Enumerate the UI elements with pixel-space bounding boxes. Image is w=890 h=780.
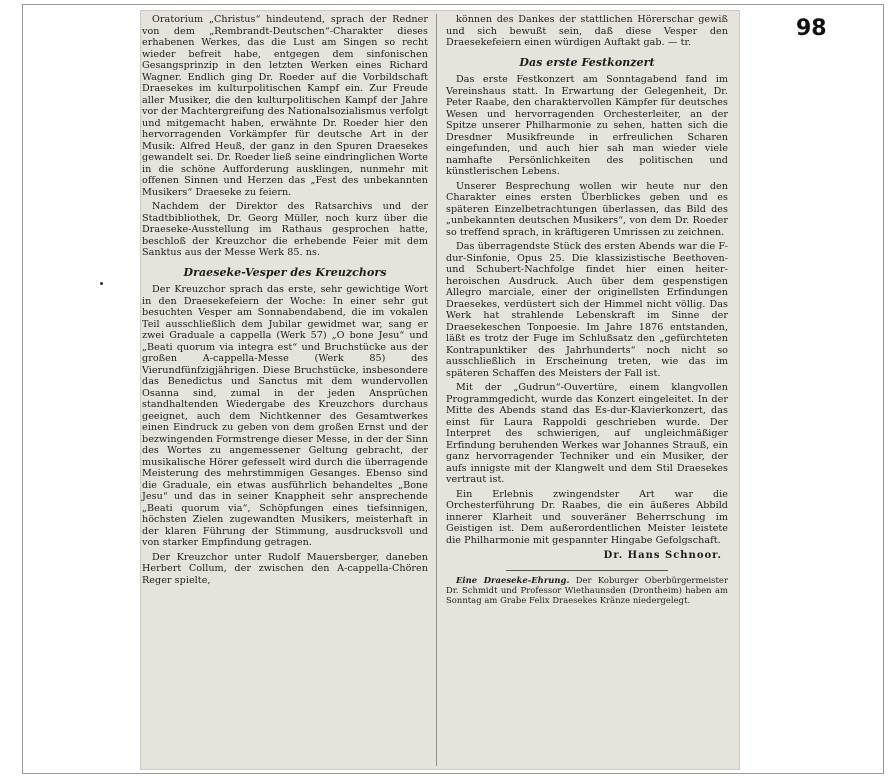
author-initials: — tr. [667, 37, 692, 48]
article-paragraph: Ein Erlebnis zwingendster Art war die Orchesterführung Dr. Raabes, die ein äußeres Abbild innerer Klarheit und souveräner Beherrschung im Geistigen ist. Dem außerordentlichen Meister leistete die Philharmonie mit gespannter Hingabe Gefolgschaft. [446, 488, 728, 546]
separator-rule [506, 570, 668, 571]
article-paragraph: Unserer Besprechung wollen wir heute nur den Charakter eines ersten Überblickes geben und es späteren Einzelbetrachtungen überlassen, das Bild des „unbekannten deutschen Musikers“, von dem Dr. Roeder so treffend sprach, in kräftigeren Umrissen zu zeichnen. [446, 180, 728, 238]
article-paragraph: Der Kreuzchor sprach das erste, sehr gewichtige Wort in den Draesekefeiern der Woche: In einer sehr gut besuchten Vesper am Sonnabendabend, die im vokalen Teil ausschließlich dem Jubilar gewidmet war, sang er zwei Graduale a cappella (Werk 57) „O bone Jesu“ und „Beati quorum via integra est“ und Bruchstücke aus der großen A-cappella-Messe (Werk 85) des Vierundfünfzigjährigen. Diese Bruchstücke, insbesondere das Benedictus und Sanctus mit dem wundervollen Osanna sind, zumal in der jeden Ansprüchen standhaltenden Wiedergabe des Kreuzchors durchaus geeignet, auch dem Nichtkenner des Gesamtwerkes einen Eindruck zu geben von dem großen Ernst und der bezwingenden Formstrenge dieser Messe, in der der Sinn des Wortes zu angemessener Geltung gebracht, der musikalische Hörer gefesselt wird durch die überragende Meisterung des mehrstimmigen Gesanges. Ebenso sind die Graduale, ein etwas ausführlich behandeltes „Bone Jesu“ und das in seiner Knappheit sehr ansprechende „Beati quorum via“, Schöpfungen eines tiefsinnigen, höchsten Zielen zugewandten Musikers, meisterhaft in der klaren Führung der Stimmung, ausdrucksvoll und von starker Empfindung getragen. [142, 284, 428, 548]
article-paragraph: Das erste Festkonzert am Sonntagabend fand im Vereinshaus statt. In Erwartung der Gelegenheit, Dr. Peter Raabe, den charaktervollen Kämpfer für deutsches Wesen und hervorragenden Orchesterleiter, an der Spitze unserer Philharmonie zu sehen, hatten sich die Dresdner Musikfreunde in erfreulichen Scharen eingefunden, und auch hier sah man wieder viele namhafte Persönlichkeiten des politischen und künstlerischen Lebens. [446, 74, 728, 177]
newspaper-clipping [140, 10, 740, 770]
article-paragraph: Der Kreuzchor unter Rudolf Mauersberger, daneben Herbert Collum, der zwischen den A-cappella-Chören Reger spielte, [142, 551, 428, 586]
section-heading-vesper: Draeseke-Vesper des Kreuzchors [183, 265, 387, 279]
article-paragraph [142, 201, 428, 259]
article-paragraph: Das überragendste Stück des ersten Abends war die F-dur-Sinfonie, Opus 25. Die klassizistische Beethoven- und Schubert-Nachfolge findet hier einen heiter-heroischen Ausdruck. Auch über dem gespenstigen Allegro marciale, einer der originellsten Erfindungen Draesekes, verdüstert sich der Himmel nicht völlig. Das Werk hat strahlende Lebenskraft im Sinne der Draesekeschen Tonpoesie. Im Jahre 1876 entstanden, läßt es trotz der Fuge im Schlußsatz den „gefürchteten Kontrapunktiker des Jahrhunderts“ noch nicht so ausschließlich in Erscheinung treten, wie das im späteren Schaffen des Meisters der Fall ist. [446, 241, 728, 379]
news-brief [446, 575, 728, 605]
column-divider [436, 14, 437, 766]
author-initials: ns. [305, 247, 321, 258]
scan-speck [100, 282, 103, 285]
section-heading-festkonzert: Das erste Festkonzert [519, 55, 655, 69]
article-paragraph-text: können des Dankes der stattlichen Hörerschar gewiß und sich bewußt sein, daß diese Vesper den Draesekefeiern einen würdigen Auftakt gab. [446, 14, 728, 48]
author-signature: Dr. Hans Schnoor. [603, 550, 722, 561]
article-paragraph-text: Nachdem der Direktor des Ratsarchivs und der Stadtbibliothek, Dr. Georg Müller, noch kurz über die Draeseke-Ausstellung im Rathaus gesprochen hatte, beschloß der Kreuzchor die erhebende Feier mit dem Sanktus aus der Messe Werk 85. [142, 201, 428, 258]
left-column [142, 14, 428, 589]
article-paragraph: Oratorium „Christus“ hindeutend, sprach der Redner von dem „Rembrandt-Deutschen“-Charakter dieses erhabenen Werkes, das die Lust am Singen so recht wieder befreit habe, entgegen dem sinfonischen Gesangsprinzip in den letzten Werken eines Richard Wagner. Endlich ging Dr. Roeder auf die Vorbildschaft Draesekes im kulturpolitischen Kampf ein. Zur Freude aller Musiker, die den kulturpolitischen Kampf der Jahre vor der Machtergreifung des Nationalsozialismus verfolgt und mitgemacht haben, erwähnte Dr. Roeder hier den hervorragenden Vorkämpfer für deutsche Art in der Musik: Alfred Heuß, der ganz in den Spuren Draesekes gewandelt sei. Dr. Roeder ließ seine eindringlichen Worte in die schöne Aufforderung ausklingen, nunmehr mit offenen Sinnen und Herzen das „Fest des unbekannten Musikers“ Draeseke zu feiern. [142, 14, 428, 198]
article-paragraph [446, 14, 728, 49]
right-column [446, 14, 728, 608]
news-brief-text: Der Koburger Oberbürgermeister Dr. Schmidt und Professor Wiethaunsden (Drontheim) haben am Sonntag am Grabe Felix Draesekes Kränze niedergelegt. [446, 574, 728, 605]
news-brief-title: Eine Draeseke-Ehrung. [456, 574, 570, 585]
article-paragraph: Mit der „Gudrun“-Ouvertüre, einem klangvollen Programmgedicht, wurde das Konzert eingeleitet. In der Mitte des Abends stand das Es-dur-Klavierkonzert, das einst für Laura Rappoldi geschrieben wurde. Der Interpret des schwierigen, auf ungleichmäßiger Erfindung beruhenden Werkes war Johannes Strauß, ein ganz hervorragender Techniker und ein Musiker, der aufs innigste mit der Klangwelt und dem Stil Draesekes vertraut ist. [446, 382, 728, 485]
handwritten-page-number: 98 [796, 16, 827, 41]
